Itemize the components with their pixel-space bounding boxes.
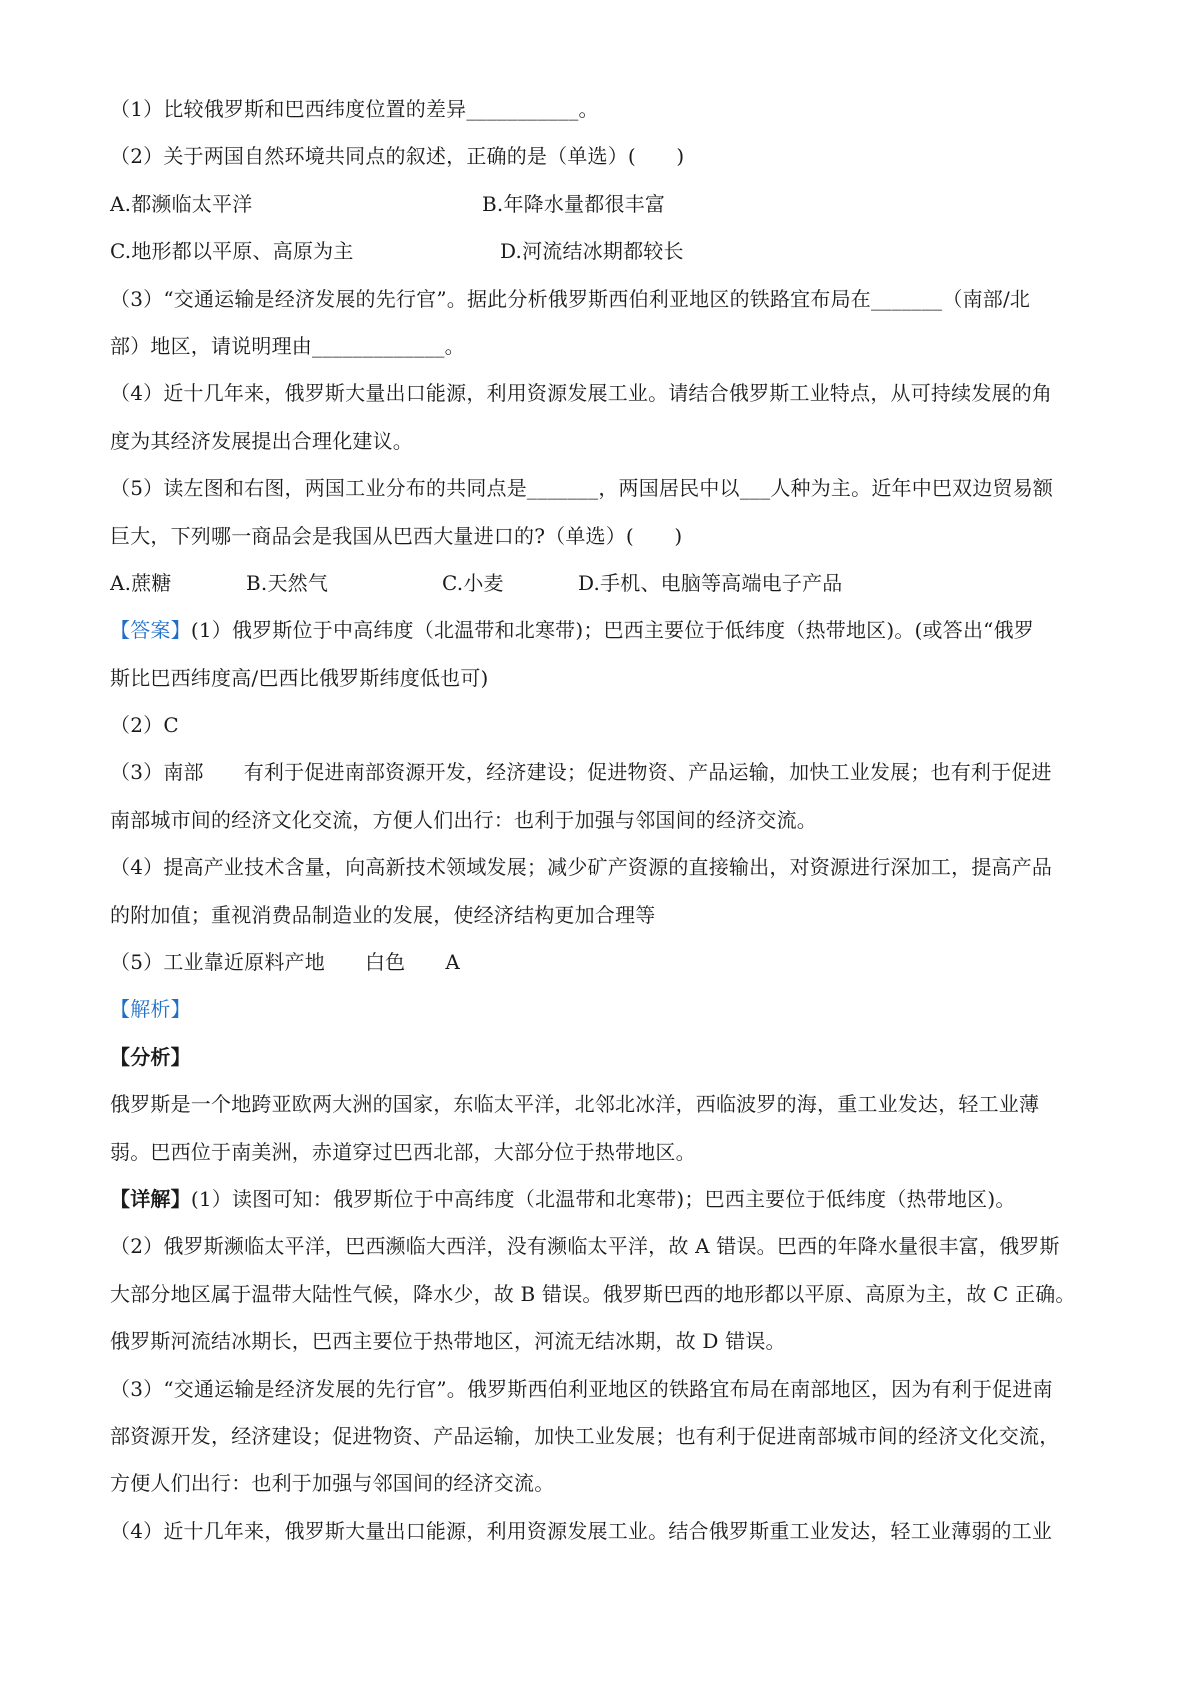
- detail-2-line-2: 大部分地区属于温带大陆性气候，降水少，故 B 错误。俄罗斯巴西的地形都以平原、高原为主，故 C 正确。: [110, 1281, 1076, 1306]
- analysis-tag: 【解析】: [110, 997, 191, 1022]
- option-a: A.都濒临太平洋: [110, 191, 253, 216]
- detail-3-line-3: 方便人们出行：也利于加强与邻国间的经济交流。: [110, 1471, 555, 1496]
- answer-3-text: 有利于促进南部资源开发，经济建设；促进物资、产品运输，加快工业发展；也有利于促进: [243, 760, 1052, 785]
- detail-1-text: (1）读图可知：俄罗斯位于中高纬度（北温带和北寒带)；巴西主要位于低纬度（热带地区)。: [190, 1186, 1016, 1211]
- question-2-options-row-2: [110, 228, 1100, 275]
- detail-2-line-3: 俄罗斯河流结冰期长，巴西主要位于热带地区，河流无结冰期，故 D 错误。: [110, 1329, 786, 1354]
- question-3-line-1: （3）“交通运输是经济发展的先行官”。据此分析俄罗斯西伯利亚地区的铁路宜布局在_______（南部/北: [110, 286, 1031, 311]
- answer-4-line-2: 的附加值；重视消费品制造业的发展，使经济结构更加合理等: [110, 902, 656, 927]
- question-2-options-row-1: [110, 181, 1100, 228]
- answer-tag: 【答案】: [110, 618, 191, 643]
- answer-5-part-2: 白色: [364, 950, 406, 975]
- answer-3-line-1: [110, 749, 1100, 796]
- answer-2: （2）C: [110, 713, 179, 738]
- answer-5-part-3: A: [445, 950, 460, 975]
- option-c: C.地形都以平原、高原为主: [110, 239, 354, 264]
- answer-3-line-2: 南部城市间的经济文化交流，方便人们出行：也利于加强与邻国间的经济交流。: [110, 807, 817, 832]
- detail-4-line-1: （4）近十几年来，俄罗斯大量出口能源，利用资源发展工业。结合俄罗斯重工业发达，轻工业薄弱的工业: [110, 1518, 1053, 1543]
- question-3-line-2: 部）地区，请说明理由_____________。: [110, 333, 465, 358]
- detail-tag: 【详解】: [110, 1186, 191, 1211]
- answer-1-line-1: [110, 607, 1100, 654]
- question-4-line-1: （4）近十几年来，俄罗斯大量出口能源，利用资源发展工业。请结合俄罗斯工业特点，从可持续发展的角: [110, 381, 1053, 406]
- answer-1-text: (1）俄罗斯位于中高纬度（北温带和北寒带)；巴西主要位于低纬度（热带地区)。(或答出“俄罗: [190, 618, 1034, 643]
- option-b: B.天然气: [246, 570, 329, 595]
- option-d: D.手机、电脑等高端电子产品: [578, 570, 843, 595]
- answer-5: [110, 939, 1100, 986]
- question-4-line-2: 度为其经济发展提出合理化建议。: [110, 428, 413, 453]
- answer-5-part-1: （5）工业靠近原料产地: [110, 950, 325, 975]
- question-1: （1）比较俄罗斯和巴西纬度位置的差异___________。: [110, 97, 599, 121]
- fenxi-line-1: 俄罗斯是一个地跨亚欧两大洲的国家，东临太平洋，北邻北冰洋，西临波罗的海，重工业发达，轻工业薄: [110, 1092, 1040, 1117]
- detail-1: [110, 1176, 1100, 1223]
- option-a: A.蔗糖: [110, 570, 172, 595]
- fenxi-line-2: 弱。巴西位于南美洲，赤道穿过巴西北部，大部分位于热带地区。: [110, 1139, 696, 1164]
- question-5-line-2: 巨大，下列哪一商品会是我国从巴西大量进口的?（单选）( ): [110, 523, 683, 548]
- question-2: （2）关于两国自然环境共同点的叙述，正确的是（单选）( ): [110, 144, 685, 169]
- option-d: D.河流结冰期都较长: [500, 239, 684, 264]
- detail-2-line-1: （2）俄罗斯濒临太平洋，巴西濒临大西洋，没有濒临太平洋，故 A 错误。巴西的年降水量很丰富，俄罗斯: [110, 1234, 1060, 1259]
- answer-4-line-1: （4）提高产业技术含量，向高新技术领域发展；减少矿产资源的直接输出，对资源进行深加工，提高产品: [110, 855, 1053, 880]
- detail-3-line-2: 部资源开发，经济建设；促进物资、产品运输，加快工业发展；也有利于促进南部城市间的经济文化交流，: [110, 1423, 1060, 1448]
- question-5-line-1: （5）读左图和右图，两国工业分布的共同点是_______，两国居民中以___人种为主。近年中巴双边贸易额: [110, 476, 1054, 501]
- answer-1-line-2: 斯比巴西纬度高/巴西比俄罗斯纬度低也可): [110, 665, 489, 690]
- document-page: [110, 86, 1100, 1555]
- option-b: B.年降水量都很丰富: [482, 191, 666, 216]
- detail-3-line-1: （3）“交通运输是经济发展的先行官”。俄罗斯西伯利亚地区的铁路宜布局在南部地区，因为有利于促进南: [110, 1376, 1053, 1401]
- answer-3-label: （3）南部: [110, 760, 204, 785]
- fenxi-tag: 【分析】: [110, 1044, 191, 1069]
- question-5-options: [110, 560, 1100, 607]
- option-c: C.小麦: [442, 570, 504, 595]
